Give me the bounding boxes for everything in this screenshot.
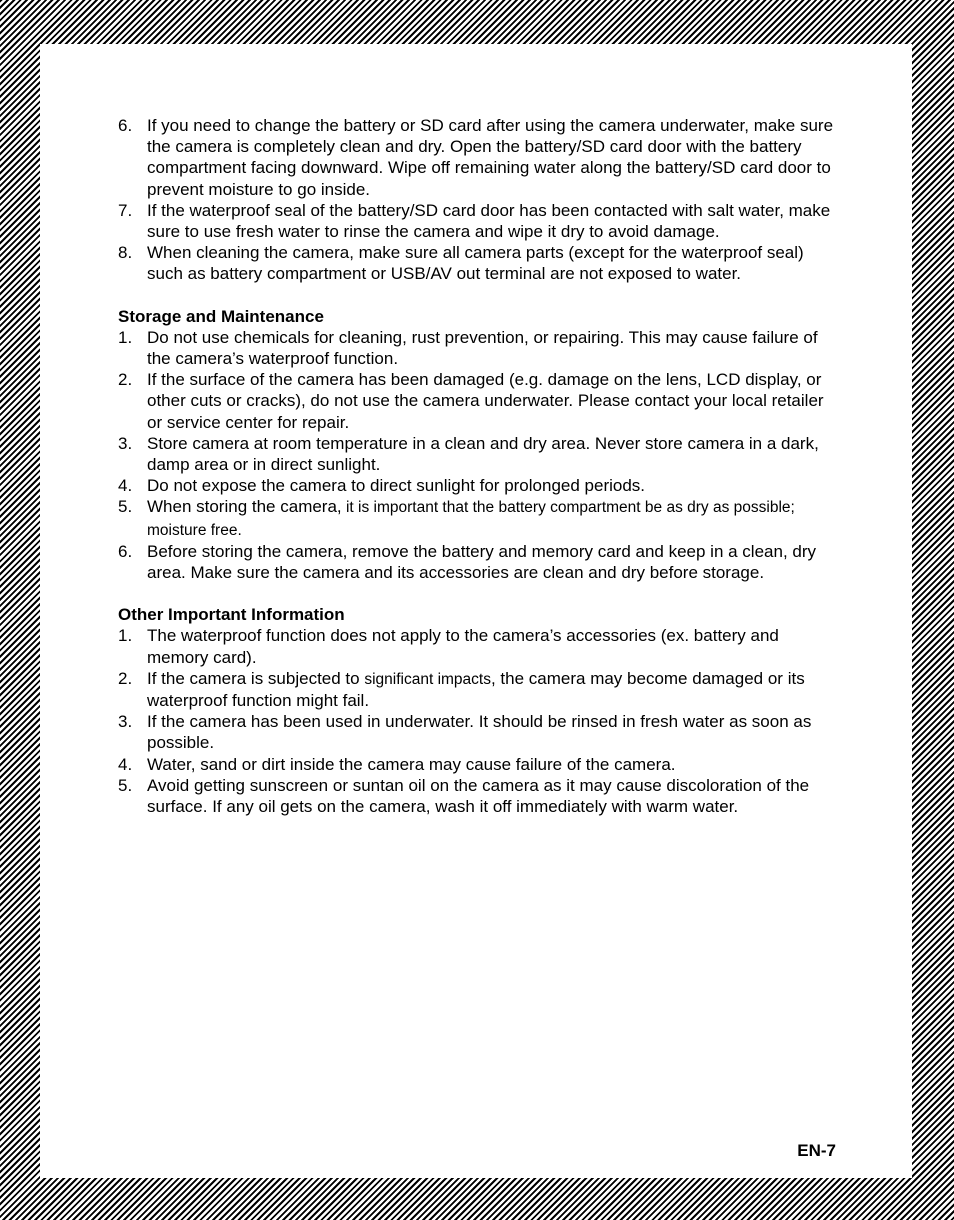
- item-text: Water, sand or dirt inside the camera may cause failure of the camera.: [147, 754, 676, 774]
- list-item: [118, 541, 836, 583]
- item-text: Avoid getting sunscreen or suntan oil on the camera as it may cause discoloration of the surface. If any oil gets on the camera, wash it off immediately with warm water.: [147, 775, 810, 817]
- item-text: Before storing the camera, remove the battery and memory card and keep in a clean, dry area. Make sure the camera and its accessories are clean and dry before storage.: [147, 541, 817, 583]
- item-number: 1.: [118, 626, 133, 646]
- list-item: [118, 711, 836, 753]
- item-text: If the surface of the camera has been damaged (e.g. damage on the lens, LCD display, or other cuts or cracks), do not use the camera underwater. Please contact your local retailer or service center for repair.: [147, 370, 824, 432]
- list-item: [118, 496, 836, 540]
- item-number: 5.: [118, 775, 133, 795]
- item-text: The waterproof function does not apply to the camera’s accessories (ex. battery and memory card).: [147, 626, 779, 667]
- item-text: When cleaning the camera, make sure all camera parts (except for the waterproof seal) such as battery compartment or USB/AV out terminal are not exposed to water.: [147, 243, 804, 284]
- other-list: [118, 625, 836, 817]
- page-content: [118, 115, 836, 817]
- list-item: [118, 242, 836, 284]
- item-number: 3.: [118, 712, 133, 732]
- item-number: 5.: [118, 497, 133, 517]
- item-text: , the camera may become damaged or its waterproof function might fail.: [147, 668, 805, 711]
- item-number: 2.: [118, 668, 133, 688]
- item-text: If the camera is subjected to: [147, 668, 365, 688]
- item-text: When storing the camera,: [147, 497, 342, 517]
- list-item: [118, 625, 836, 667]
- item-text: If you need to change the battery or SD card after using the camera underwater, make sure the camera is completely clean and dry. Open the battery/SD card door with the battery compartment facing downward. Wipe off remaining water along the battery/SD card door to prevent moisture to go inside.: [147, 116, 834, 199]
- item-number: 3.: [118, 433, 133, 453]
- item-text-small: it is important that the battery compartment be as dry as possible; moisture free.: [147, 499, 795, 539]
- page-number: EN-7: [797, 1141, 836, 1160]
- item-text-small: significant impacts: [364, 670, 491, 688]
- item-text: If the waterproof seal of the battery/SD card door has been contacted with salt water, make sure to use fresh water to rinse the camera and wipe it dry to avoid damage.: [147, 200, 831, 242]
- item-text: Do not use chemicals for cleaning, rust prevention, or repairing. This may cause failure of the camera’s waterproof function.: [147, 327, 818, 369]
- item-number: 4.: [118, 754, 133, 774]
- list-item: [118, 327, 836, 369]
- item-text: If the camera has been used in underwater. It should be rinsed in fresh water as soon as possible.: [147, 712, 812, 753]
- list-item: [118, 475, 836, 496]
- list-item: [118, 200, 836, 242]
- item-number: 2.: [118, 370, 133, 390]
- list-item: [118, 754, 836, 775]
- document-page: [40, 44, 912, 1178]
- item-number: 7.: [118, 200, 133, 220]
- item-number: 6.: [118, 541, 133, 561]
- item-number: 8.: [118, 243, 133, 263]
- item-number: 4.: [118, 476, 133, 496]
- storage-list: [118, 327, 836, 583]
- list-item: [118, 115, 836, 200]
- section-heading-other: Other Important Information: [118, 605, 345, 625]
- item-text: Store camera at room temperature in a clean and dry area. Never store camera in a dark, damp area or in direct sunlight.: [147, 433, 819, 475]
- item-number: 1.: [118, 327, 133, 347]
- item-number: 6.: [118, 116, 133, 135]
- list-item: [118, 433, 836, 475]
- item-text: Do not expose the camera to direct sunlight for prolonged periods.: [147, 476, 646, 496]
- section-heading-storage: Storage and Maintenance: [118, 306, 324, 326]
- continued-list: [118, 115, 836, 285]
- list-item: [118, 369, 836, 433]
- list-item: [118, 668, 836, 711]
- list-item: [118, 775, 836, 817]
